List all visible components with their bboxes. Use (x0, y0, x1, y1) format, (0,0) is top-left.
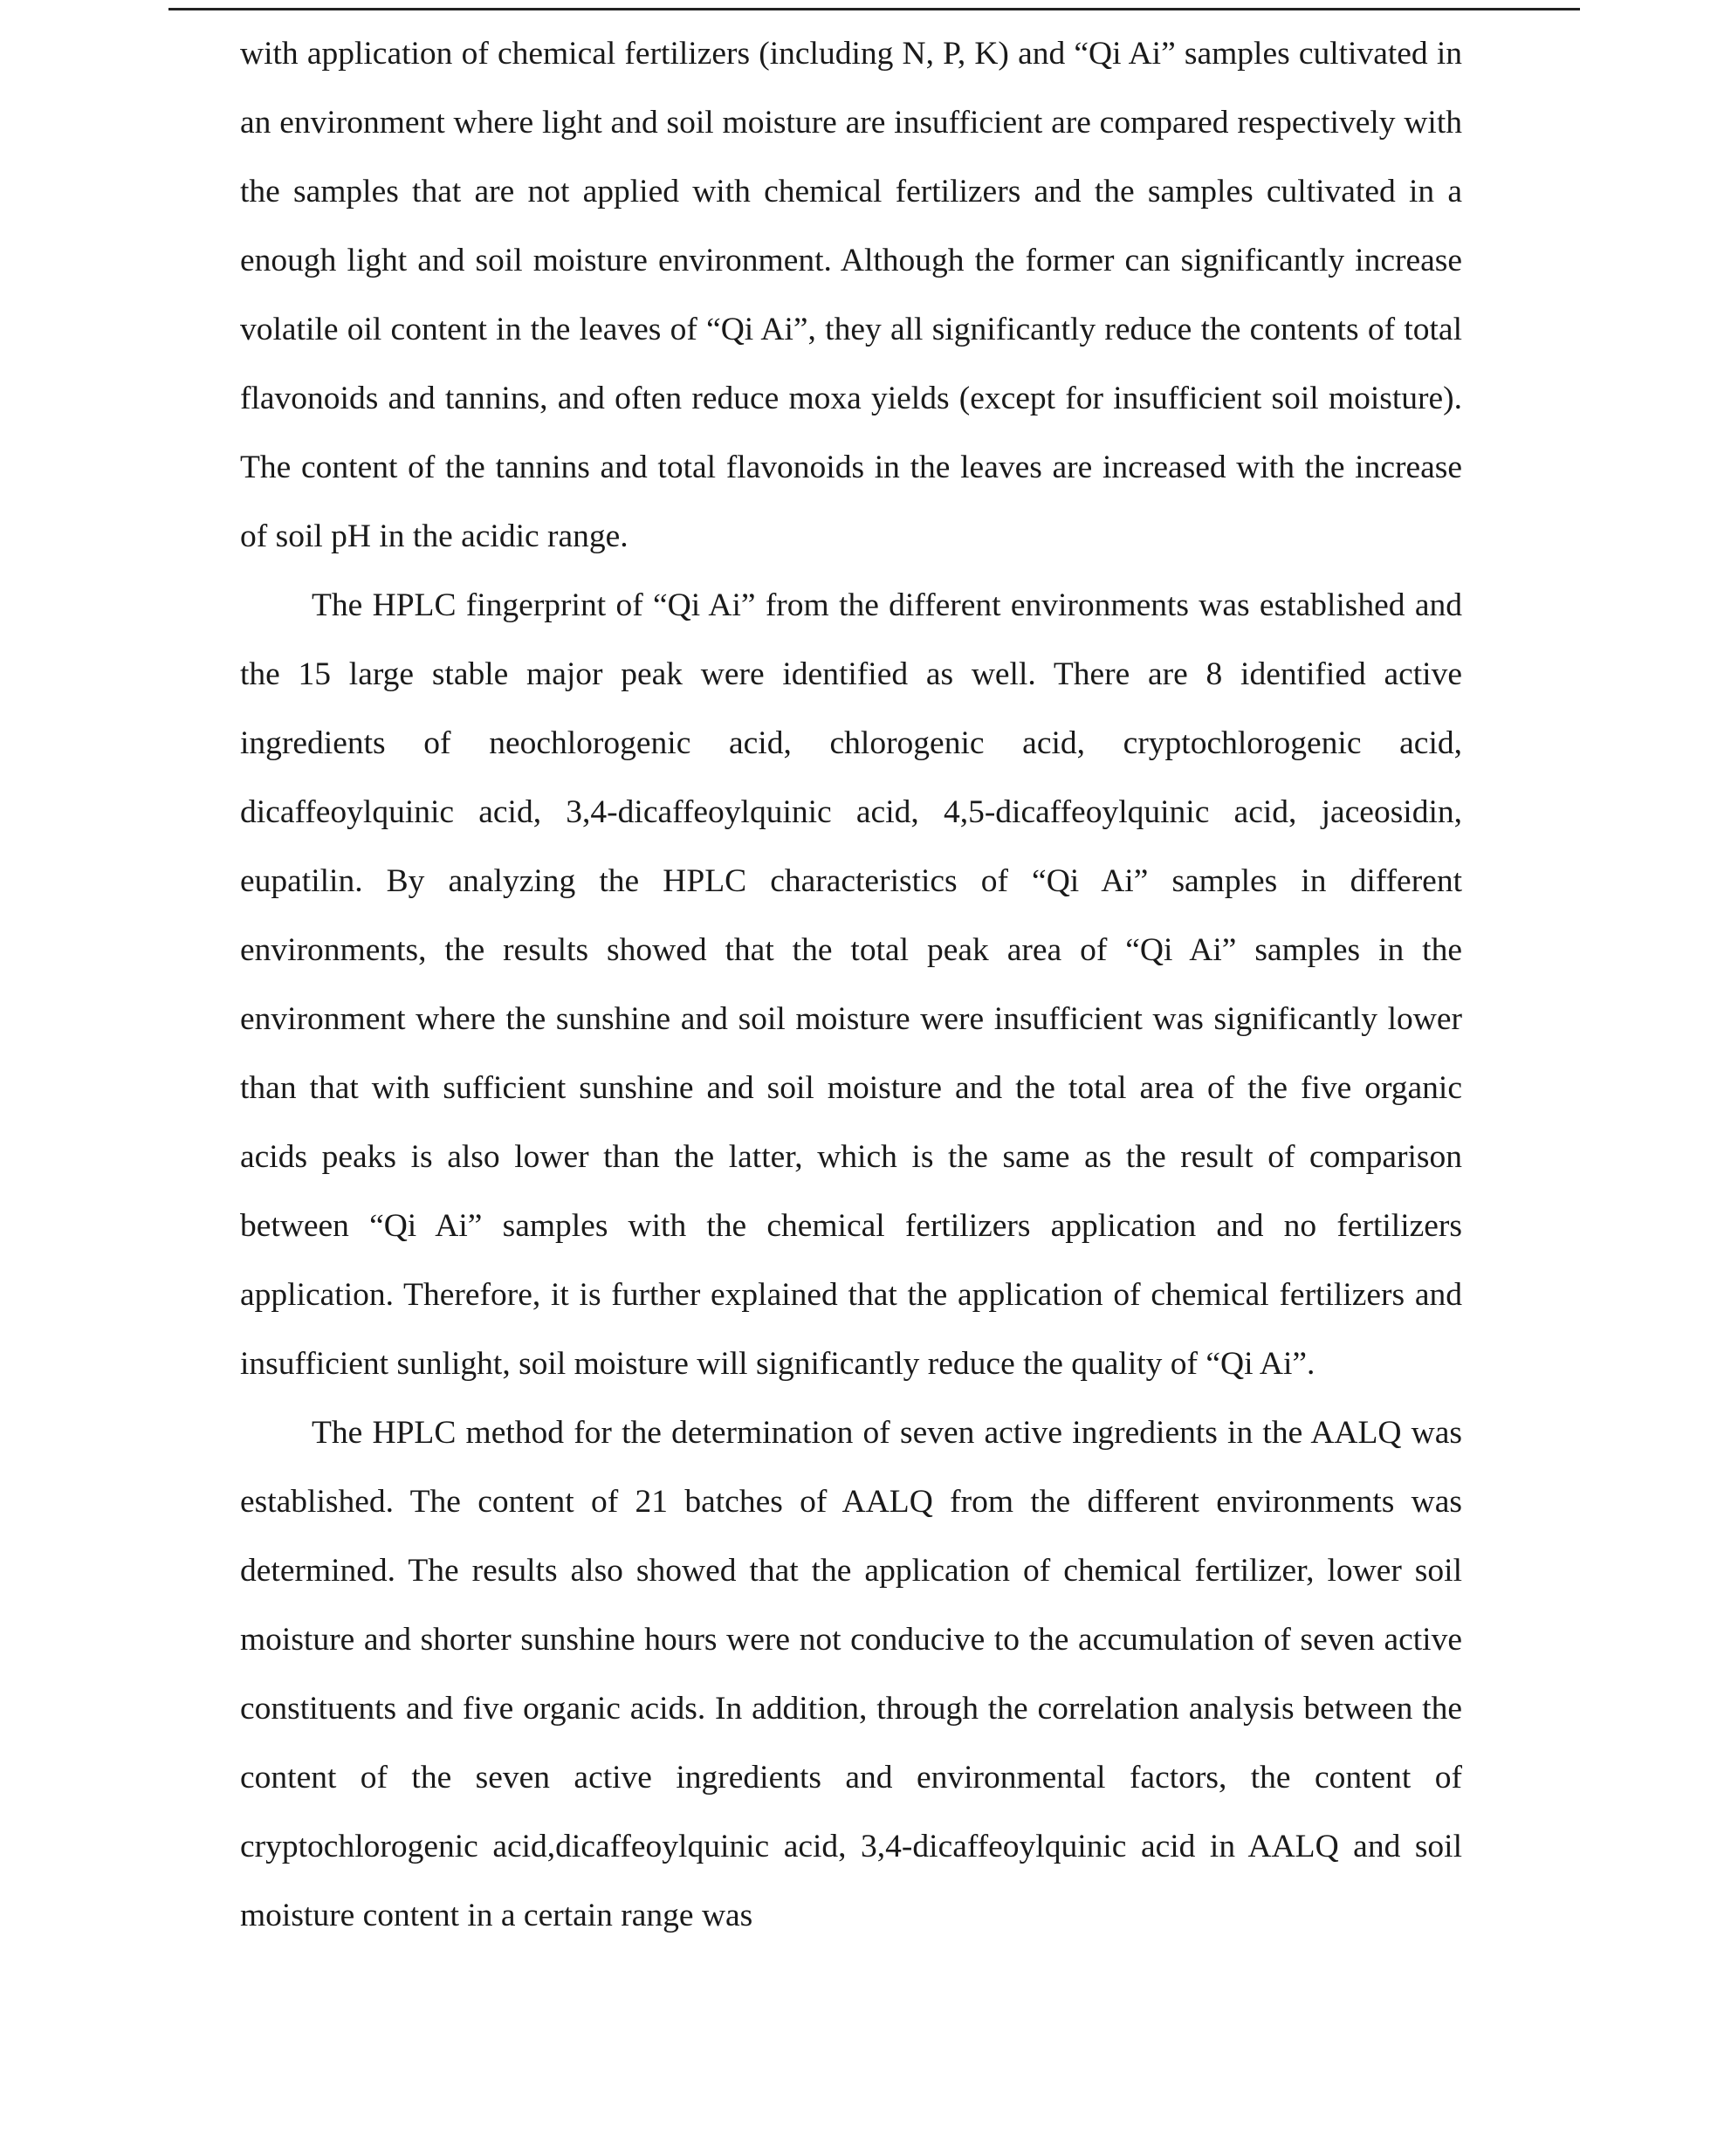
paragraph-hplc-fingerprint: The HPLC fingerprint of “Qi Ai” from the different environments was established and the 15 large stable major peak were identified as well. There are 8 identified active ingredients of neochlorogenic acid, chlorogenic acid, cryptochlorogenic acid, dicaffeoylquinic acid, 3,4-dicaffeoylquinic acid, 4,5-dicaffeoylquinic acid, jaceosidin, eupatilin. By analyzing the HPLC characteristics of “Qi Ai” samples in different environments, the results showed that the total peak area of “Qi Ai” samples in the environment where the sunshine and soil moisture were insufficient was significantly lower than that with sufficient sunshine and soil moisture and the total area of the five organic acids peaks is also lower than the latter, which is the same as the result of comparison between “Qi Ai” samples with the chemical fertilizers application and no fertilizers application. Therefore, it is further explained that the application of chemical fertilizers and insufficient sunlight, soil moisture will significantly reduce the quality of “Qi Ai”. (240, 587, 1462, 1382)
header-rule (168, 8, 1580, 10)
paragraph-hplc-method: The HPLC method for the determination of seven active ingredients in the AALQ was established. The content of 21 batches of AALQ from the different environments was determined. The results also showed that the application of chemical fertilizer, lower soil moisture and shorter sunshine hours were not conducive to the accumulation of seven active constituents and five organic acids. In addition, through the correlation analysis between the content of the seven active ingredients and environmental factors, the content of cryptochlorogenic acid,dicaffeoylquinic acid, 3,4-dicaffeoylquinic acid in AALQ and soil moisture content in a certain range was (240, 1415, 1462, 1933)
paragraph-continued: with application of chemical fertilizers (including N, P, K) and “Qi Ai” samples cultivated in an environment where light and soil moisture are insufficient are compared respectively with the samples that are not applied with chemical fertilizers and the samples cultivated in a enough light and soil moisture environment. Although the former can significantly increase volatile oil content in the leaves of “Qi Ai”, they all significantly reduce the contents of total flavonoids and tannins, and often reduce moxa yields (except for insufficient soil moisture). The content of the tannins and total flavonoids in the leaves are increased with the increase of soil pH in the acidic range. (240, 36, 1462, 554)
page-body (240, 19, 1462, 1950)
